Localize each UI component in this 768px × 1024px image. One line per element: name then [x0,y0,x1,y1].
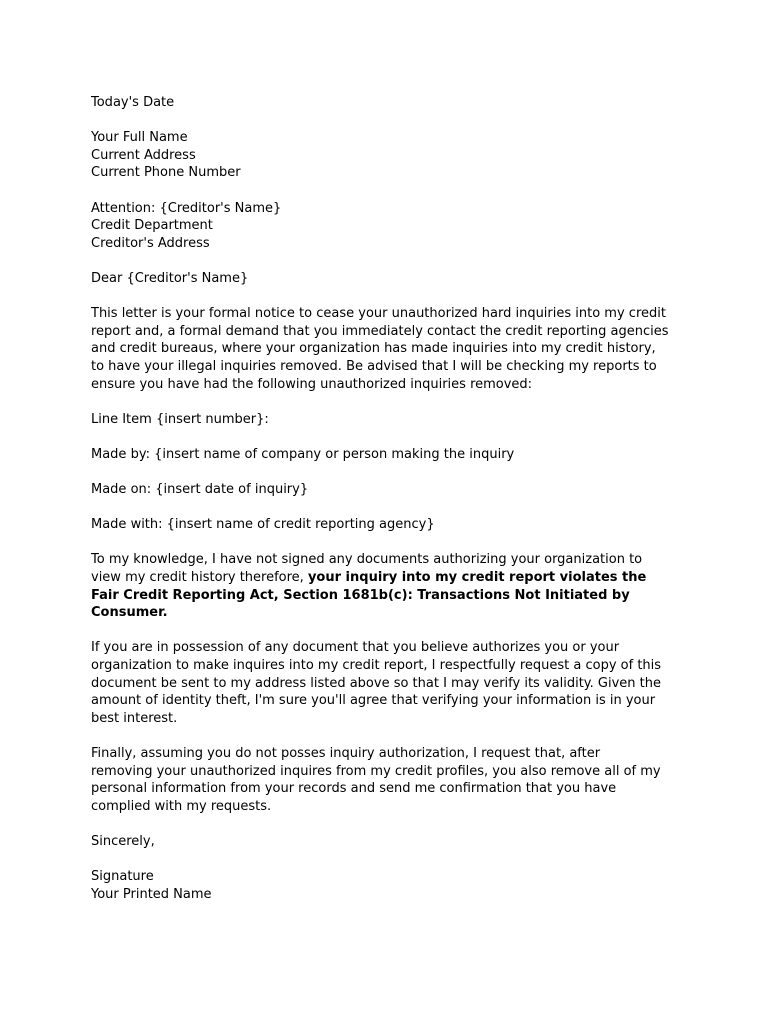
paragraph-line: report and, a formal demand that you immediately contact the credit reporting agencies [91,323,669,339]
line-item-block [91,411,691,429]
printed-name: Your Printed Name [91,886,212,902]
paragraph-line-bold: Consumer. [91,605,168,621]
paragraph-line: organization to make inquires into my credit report, I respectfully request a copy of this [91,658,662,673]
paragraph-knowledge [91,551,691,621]
paragraph-line: If you are in possession of any document that you believe authorizes you or your [91,640,620,656]
paragraph-line: document be sent to my address listed above so that I may verify its validity. Given the [91,675,661,691]
made-on-block [91,481,691,499]
paragraph-line: amount of identity theft, I'm sure you'll agree that verifying your information is in your [91,693,656,709]
salutation: Dear {Creditor's Name} [91,270,249,286]
made-by-block [91,446,691,464]
paragraph-line: complied with my requests. [91,798,272,814]
paragraph-line: removing your unauthorized inquires from my credit profiles, you also remove all of my [91,763,661,779]
line-item: Line Item {insert number}: [91,411,269,427]
paragraph-line-mixed [91,569,691,587]
letter-body [91,94,691,903]
paragraph-line: ensure you have had the following unauthorized inquiries removed: [91,376,533,392]
letter-date: Today's Date [91,95,175,110]
sender-phone: Current Phone Number [91,165,241,181]
salutation-block [91,270,691,288]
paragraph-text-plain: view my credit history therefore, [91,570,308,586]
date-block [91,94,691,112]
made-by: Made by: {insert name of company or person making the inquiry [91,446,515,462]
sender-name: Your Full Name [91,130,188,146]
paragraph-line: and credit bureaus, where your organization has made inquiries into my credit history, [91,341,656,357]
recipient-attention: Attention: {Creditor's Name} [91,200,282,216]
paragraph-line-bold: Fair Credit Reporting Act, Section 1681b(c): Transactions Not Initiated by [91,587,630,603]
paragraph-line: best interest. [91,710,178,726]
paragraph-text-bold: your inquiry into my credit report violates the [307,570,647,586]
paragraph-line: To my knowledge, I have not signed any documents authorizing your organization to [91,552,643,568]
sender-block [91,129,691,182]
recipient-department: Credit Department [91,218,213,234]
made-on: Made on: {insert date of inquiry} [91,482,309,498]
sender-address: Current Address [91,147,196,163]
paragraph-line: to have your illegal inquiries removed. Be advised that I will be checking my reports to [91,358,657,374]
closing: Sincerely, [91,833,155,849]
recipient-block [91,200,691,253]
paragraph-line: personal information from your records and send me confirmation that you have [91,781,617,797]
made-with: Made with: {insert name of credit reporting agency} [91,517,435,533]
recipient-address: Creditor's Address [91,235,210,251]
closing-block [91,833,691,851]
paragraph-line: Finally, assuming you do not posses inquiry authorization, I request that, after [91,745,601,761]
signature: Signature [91,869,154,885]
paragraph-finally [91,745,691,815]
paragraph-possession [91,639,691,727]
signature-block [91,868,691,903]
paragraph-line: This letter is your formal notice to cease your unauthorized hard inquiries into my credit [91,306,666,322]
paragraph-formal-notice [91,305,691,393]
made-with-block [91,516,691,534]
